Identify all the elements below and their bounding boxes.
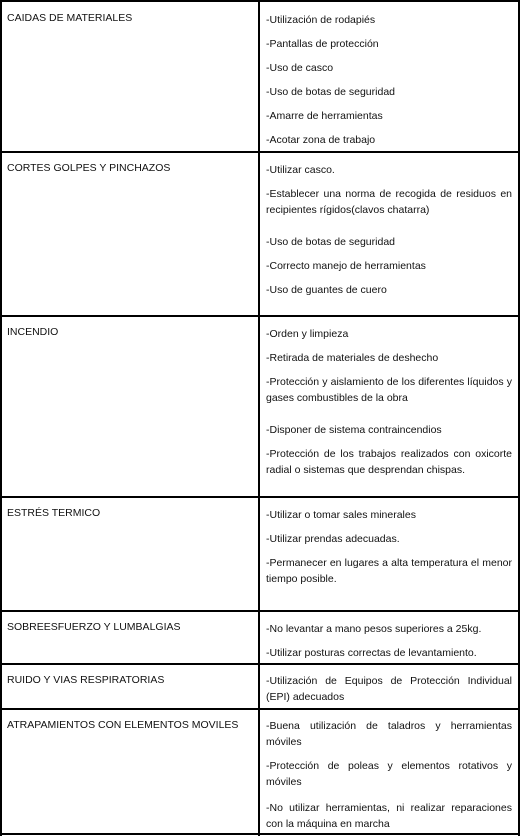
measure-item: -Correcto manejo de herramientas (266, 260, 426, 272)
hazard-label: ESTRÉS TERMICO (7, 507, 101, 519)
hazard-cell (0, 664, 258, 709)
hazard-label: CAIDAS DE MATERIALES (7, 12, 133, 24)
measures-cell (261, 497, 520, 611)
measure-item: -Amarre de herramientas (266, 110, 383, 122)
row-divider (0, 496, 520, 498)
column-divider (258, 0, 260, 836)
measure-item: -Uso de botas de seguridad (266, 236, 395, 248)
table-row (0, 316, 520, 497)
measure-item: -Utilizar posturas correctas de levantamiento. (266, 647, 477, 659)
measure-item: -Disponer de sistema contraincendios (266, 424, 442, 436)
table-row (0, 664, 520, 709)
measure-item: -Orden y limpieza (266, 328, 349, 340)
measure-item: -No utilizar herramientas, ni realizar reparaciones con la máquina en marcha (266, 802, 512, 830)
measure-item: -Utilizar prendas adecuadas. (266, 533, 400, 545)
measure-item: -Protección y aislamiento de los diferentes líquidos y gases combustibles de la obra (266, 376, 512, 404)
hazard-label: RUIDO Y VIAS RESPIRATORIAS (7, 674, 165, 686)
measure-item: -Utilización de Equipos de Protección Individual (EPI) adecuados (266, 675, 512, 703)
measures-cell (261, 2, 520, 152)
row-divider (0, 708, 520, 710)
measure-item: -Uso de guantes de cuero (266, 284, 387, 296)
measure-item: -Utilización de rodapiés (266, 14, 376, 26)
hazard-label: INCENDIO (7, 326, 59, 338)
hazard-cell (0, 152, 258, 316)
row-divider (0, 0, 520, 2)
measures-cell (261, 611, 520, 664)
hazard-label: ATRAPAMIENTOS CON ELEMENTOS MOVILES (7, 719, 239, 731)
measure-item: -Retirada de materiales de deshecho (266, 352, 439, 364)
column-divider (0, 0, 2, 836)
measure-item: -Acotar zona de trabajo (266, 134, 376, 146)
row-divider (0, 833, 520, 835)
measures-cell (261, 316, 520, 497)
measure-item: -Utilizar o tomar sales minerales (266, 509, 416, 521)
measure-item: -Protección de los trabajos realizados con oxicorte radial o sistemas que desprendan chispas. (266, 448, 512, 476)
measure-item: -Buena utilización de taladros y herramientas móviles (266, 720, 512, 748)
table-row (0, 497, 520, 611)
hazard-cell (0, 497, 258, 611)
row-divider (0, 315, 520, 317)
measure-item: -Permanecer en lugares a alta temperatura el menor tiempo posible. (266, 557, 512, 585)
measures-cell (261, 664, 520, 709)
table-row (0, 611, 520, 664)
row-divider (0, 151, 520, 153)
table-row (0, 709, 520, 834)
measures-cell (261, 152, 520, 316)
measure-item: -Pantallas de protección (266, 38, 379, 50)
table-row (0, 2, 520, 152)
row-divider (0, 663, 520, 665)
measure-item: -Establecer una norma de recogida de residuos en recipientes rígidos(clavos chatarra) (266, 188, 512, 216)
hazard-cell (0, 316, 258, 497)
measure-item: -Utilizar casco. (266, 164, 335, 176)
table-row (0, 152, 520, 316)
measure-item: -Protección de poleas y elementos rotativos y móviles (266, 760, 512, 788)
hazard-label: CORTES GOLPES Y PINCHAZOS (7, 162, 171, 174)
hazard-cell (0, 709, 258, 834)
hazard-cell (0, 611, 258, 664)
measure-item: -No levantar a mano pesos superiores a 25kg. (266, 623, 482, 635)
hazard-label: SOBREESFUERZO Y LUMBALGIAS (7, 621, 181, 633)
row-divider (0, 610, 520, 612)
measures-cell (261, 709, 520, 834)
measure-item: -Uso de botas de seguridad (266, 86, 395, 98)
measure-item: -Uso de casco (266, 62, 334, 74)
hazard-cell (0, 2, 258, 152)
